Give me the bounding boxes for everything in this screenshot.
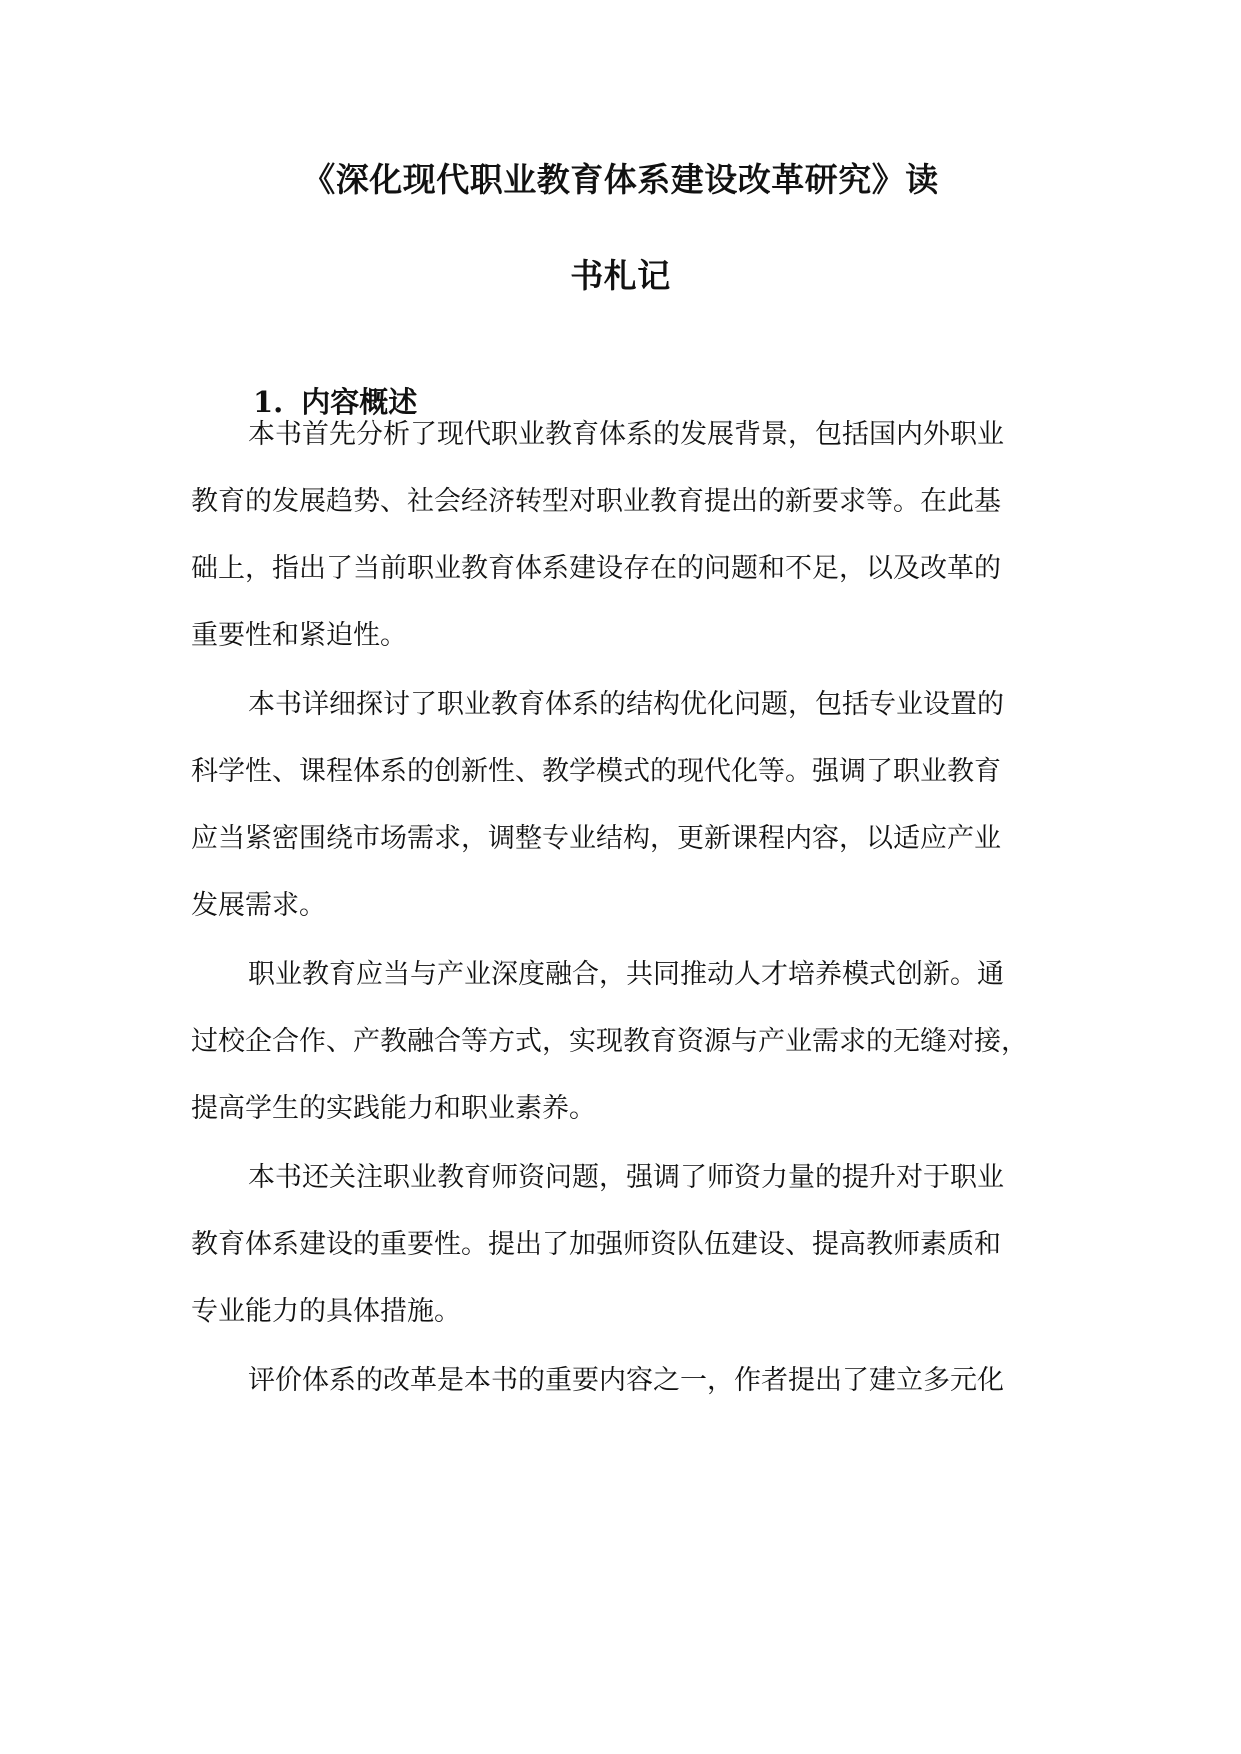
paragraph-line: 过校企合作、产教融合等方式，实现教育资源与产业需求的无缝对接，	[191, 1026, 1028, 1057]
document-title-line-1: 《深化现代职业教育体系建设改革研究》读	[302, 160, 939, 199]
paragraph-line: 专业能力的具体措施。	[191, 1296, 461, 1327]
paragraph-line: 本书详细探讨了职业教育体系的结构优化问题，包括专业设置的	[248, 689, 1004, 720]
paragraph-line: 评价体系的改革是本书的重要内容之一，作者提出了建立多元化	[248, 1365, 1004, 1396]
paragraph-line: 重要性和紧迫性。	[191, 620, 407, 651]
paragraph-line: 本书首先分析了现代职业教育体系的发展背景，包括国内外职业	[248, 419, 1004, 450]
paragraph-line: 教育的发展趋势、社会经济转型对职业教育提出的新要求等。在此基	[191, 486, 1001, 517]
paragraph-line: 应当紧密围绕市场需求，调整专业结构，更新课程内容，以适应产业	[191, 823, 1001, 854]
section-heading	[253, 380, 417, 421]
section-number: 1.	[253, 385, 284, 419]
section-heading-text: 内容概述	[301, 385, 418, 419]
paragraph-line: 职业教育应当与产业深度融合，共同推动人才培养模式创新。通	[248, 959, 1004, 990]
document-title-line-2: 书札记	[570, 256, 671, 295]
paragraph-line: 科学性、课程体系的创新性、教学模式的现代化等。强调了职业教育	[191, 756, 1001, 787]
paragraph-line: 础上，指出了当前职业教育体系建设存在的问题和不足，以及改革的	[191, 553, 1001, 584]
paragraph-line: 发展需求。	[191, 890, 326, 921]
paragraph-line: 提高学生的实践能力和职业素养。	[191, 1093, 596, 1124]
paragraph-line: 教育体系建设的重要性。提出了加强师资队伍建设、提高教师素质和	[191, 1229, 1001, 1260]
paragraph-line: 本书还关注职业教育师资问题，强调了师资力量的提升对于职业	[248, 1162, 1004, 1193]
